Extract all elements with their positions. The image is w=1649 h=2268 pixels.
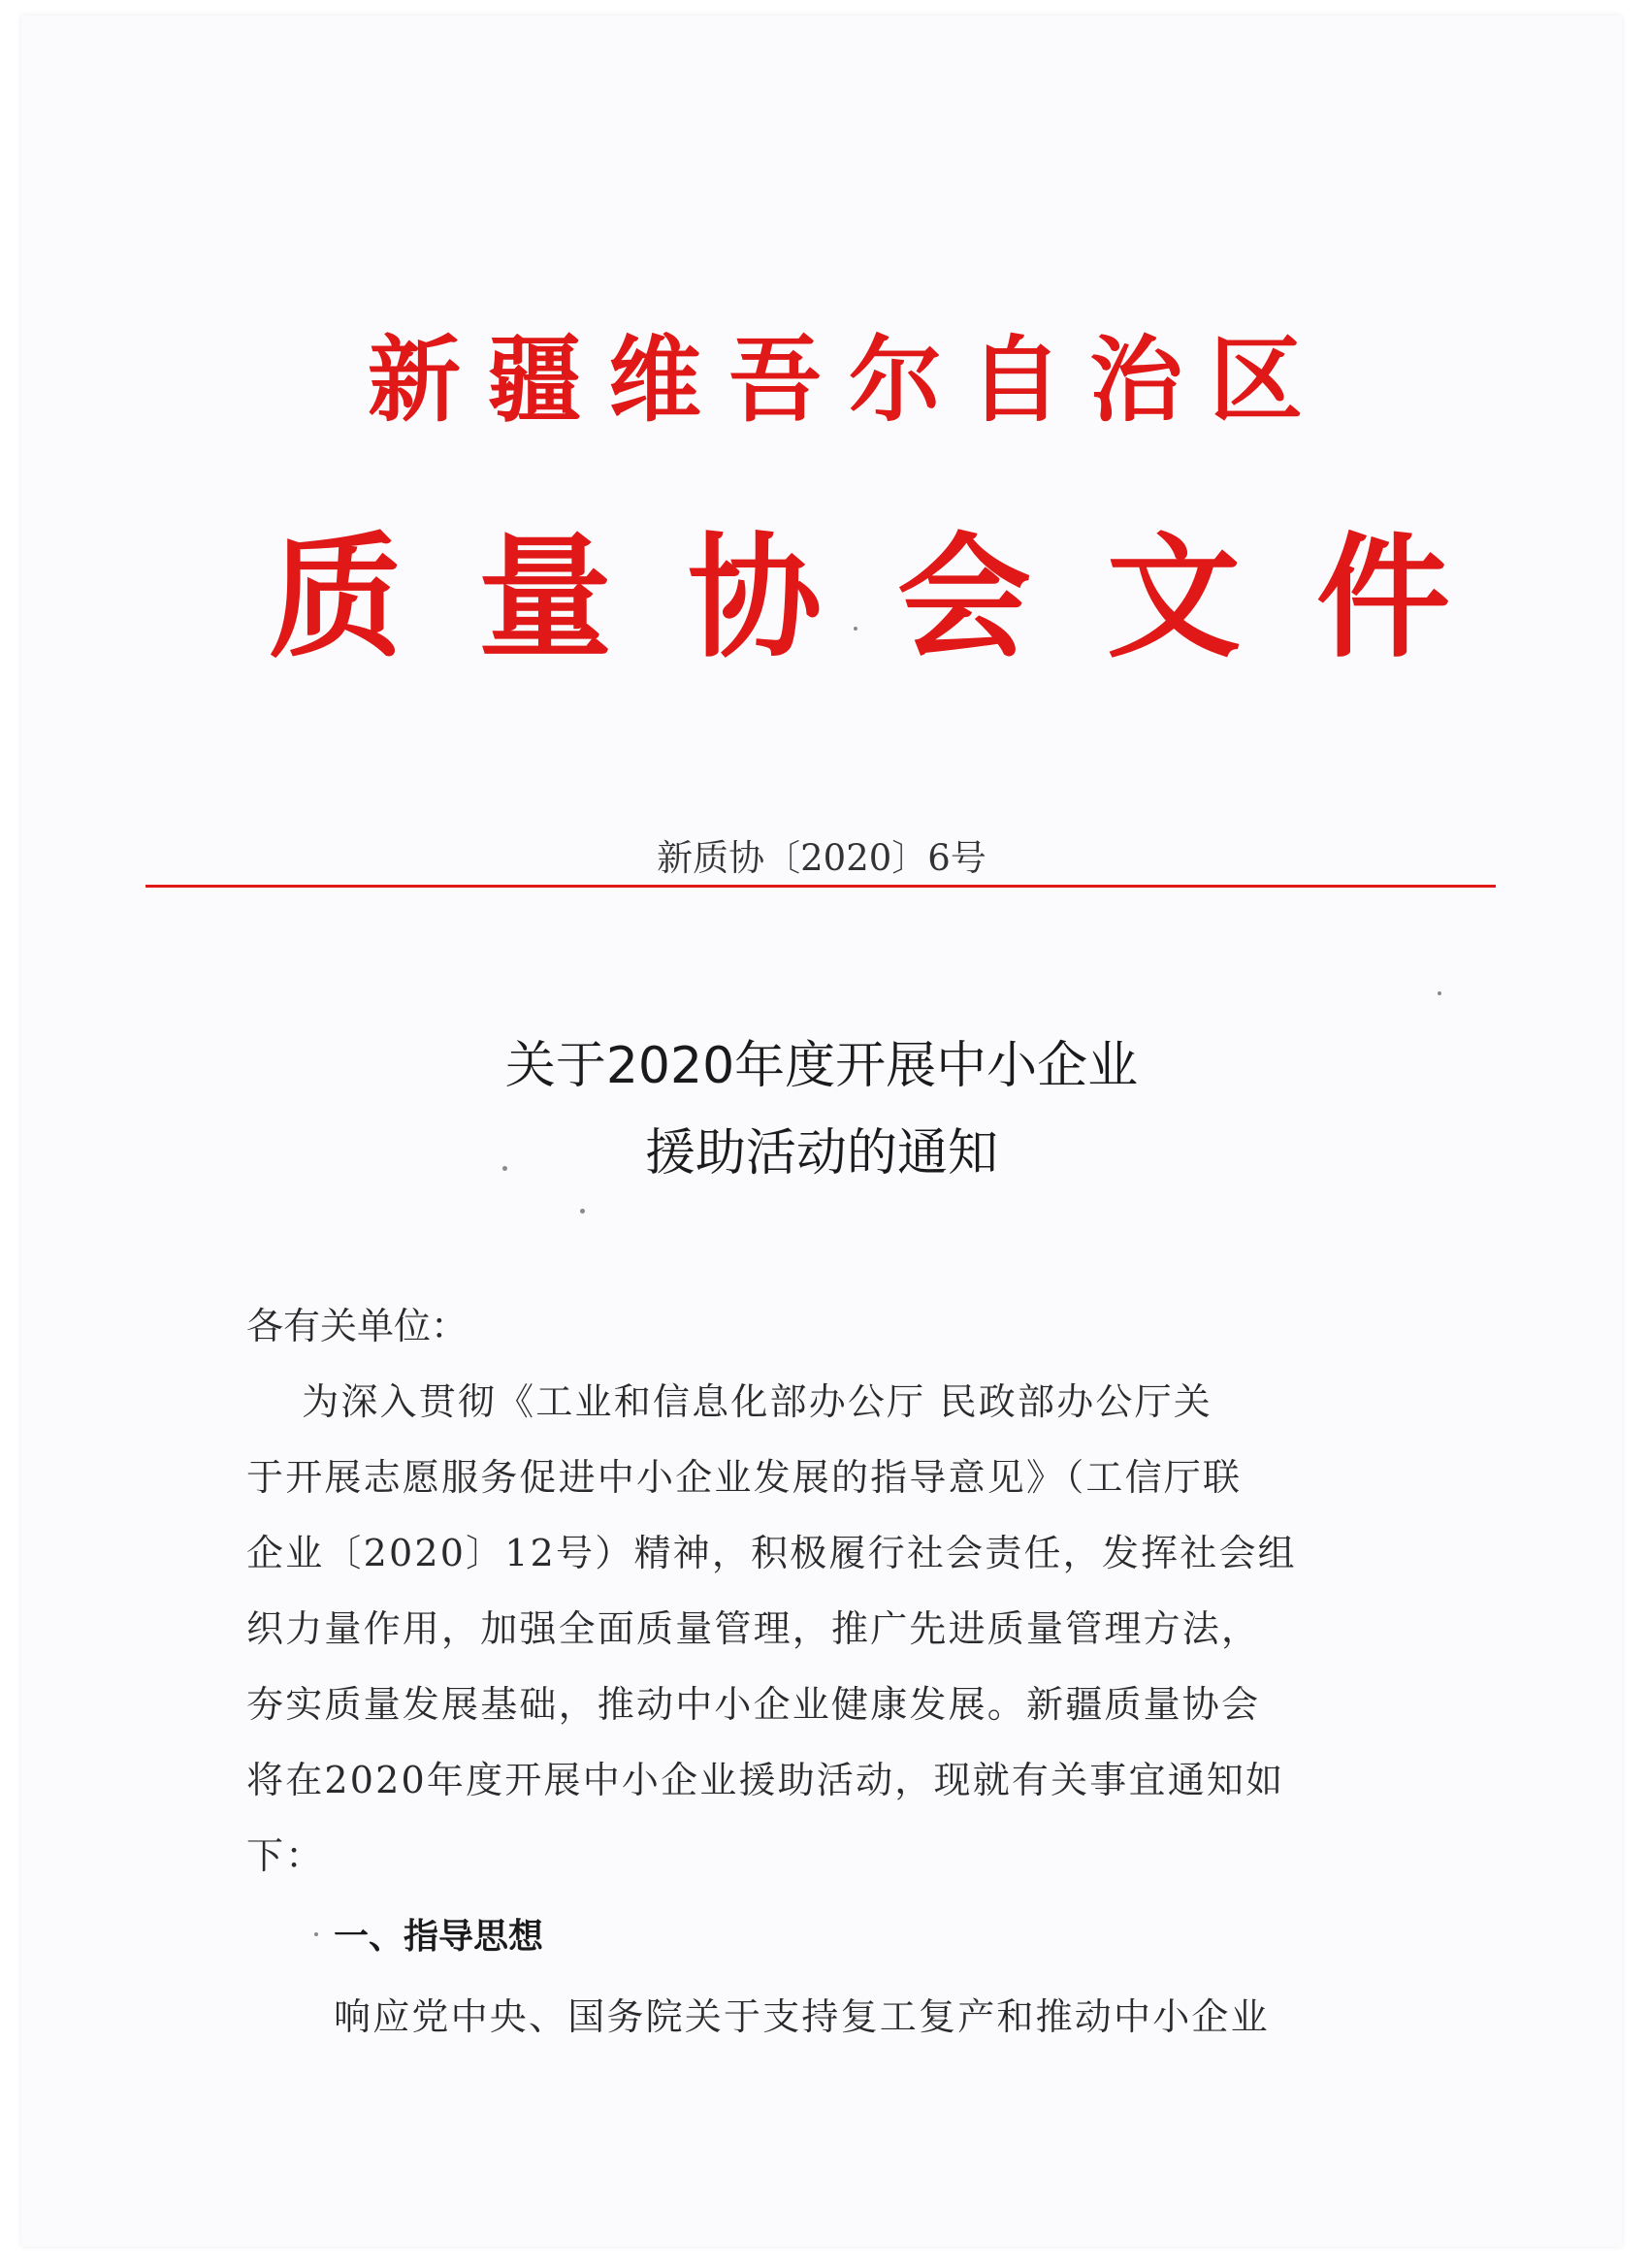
salutation: 各有关单位： <box>246 1305 469 1347</box>
paragraph-line: 企业〔2020〕12号）精神，积极履行社会责任，发挥社会组 <box>246 1532 1297 1574</box>
red-divider-rule <box>146 885 1496 888</box>
section-heading: 一、指导思想 <box>334 1917 544 1957</box>
paragraph-line: 为深入贯彻《工业和信息化部办公厅 民政部办公厅关 <box>246 1380 1212 1423</box>
issuer-heading-line-1: 新疆维吾尔自治区 <box>368 326 1330 435</box>
paragraph-line: 夯实质量发展基础，推动中小企业健康发展。新疆质量协会 <box>246 1683 1261 1726</box>
paragraph-line: 将在2020年度开展中小企业援助活动，现就有关事宜通知如 <box>246 1759 1285 1801</box>
notice-title-line-1: 关于2020年度开展中小企业 <box>504 1037 1139 1095</box>
issuer-heading-line-2: 质量协会文件 <box>268 520 1526 676</box>
paragraph-line: 于开展志愿服务促进中小企业发展的指导意见》（工信厅联 <box>246 1456 1243 1499</box>
paragraph-line: 下： <box>246 1834 325 1877</box>
scan-speck <box>314 1932 318 1936</box>
body-text <box>246 1288 1410 1894</box>
scan-speck <box>580 1209 585 1214</box>
scan-speck <box>1438 991 1441 995</box>
notice-title-line-2: 援助活动的通知 <box>644 1124 998 1183</box>
section-paragraph-line: 响应党中央、国务院关于支持复工复产和推动中小企业 <box>334 1995 1270 2038</box>
document-page <box>21 16 1622 2247</box>
paragraph-line: 织力量作用，加强全面质量管理，推广先进质量管理方法， <box>246 1607 1261 1650</box>
document-number: 新质协〔2020〕6号 <box>657 837 986 879</box>
